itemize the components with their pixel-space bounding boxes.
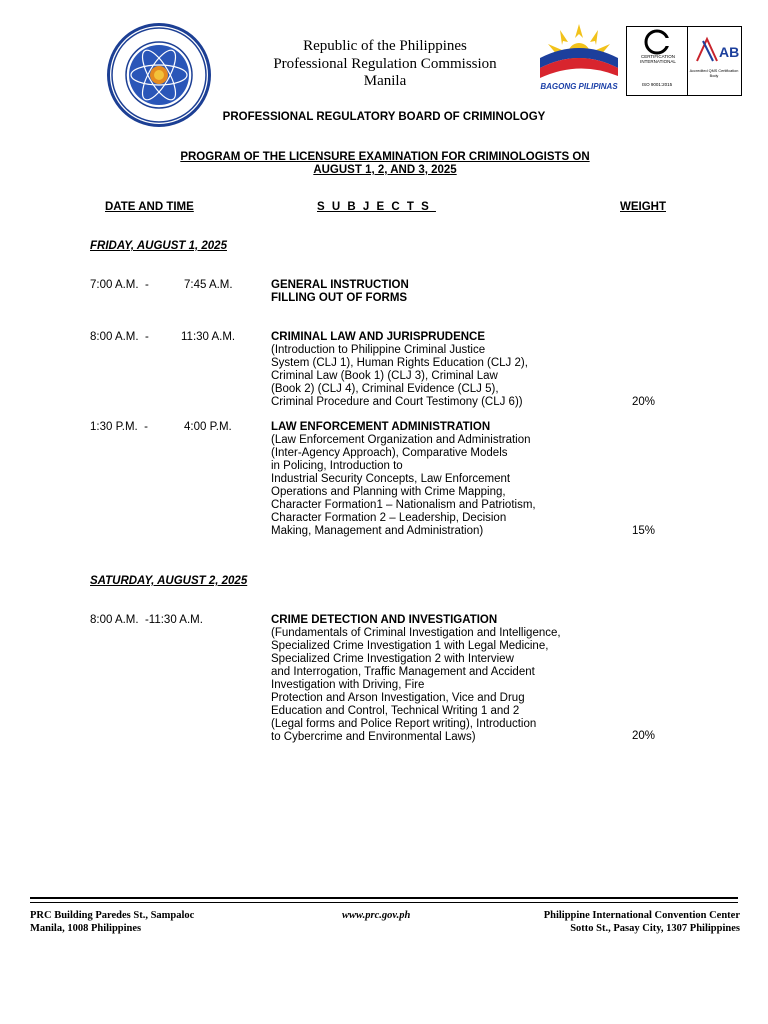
session-detail-line: in Policing, Introduction to [271, 460, 403, 472]
session-detail-line: Criminal Procedure and Court Testimony (CLJ 6)) [271, 396, 523, 408]
session-detail-line: Character Formation 2 – Leadership, Decision [271, 512, 507, 524]
session-detail-line: (Law Enforcement Organization and Administration [271, 434, 531, 446]
program-title [100, 151, 670, 177]
session-title: CRIMINAL LAW AND JURISPRUDENCE [271, 331, 486, 343]
session-detail-line: (Legal forms and Police Report writing), Introduction [271, 718, 537, 730]
session-detail-line: Industrial Security Concepts, Law Enforcement [271, 473, 511, 485]
session-detail-line: Operations and Planning with Crime Mapping, [271, 486, 506, 498]
footer-address-line: Philippine International Convention Center [543, 910, 740, 921]
session-detail-line: System (CLJ 1), Human Rights Education (CLJ 2), [271, 357, 528, 369]
session-title: FILLING OUT OF FORMS [271, 292, 408, 304]
session-time: 8:00 A.M. -11:30 A.M. [90, 614, 203, 626]
session-weight: 15% [632, 525, 656, 537]
footer-rule [30, 902, 738, 903]
session-detail-line: Specialized Crime Investigation 2 with Interview [271, 653, 514, 665]
column-header-date: DATE AND TIME [105, 201, 194, 213]
program-title-line-2: AUGUST 1, 2, AND 3, 2025 [313, 164, 457, 176]
footer-address-left [30, 910, 194, 935]
session-title: LAW ENFORCEMENT ADMINISTRATION [271, 421, 491, 433]
session-subject [271, 421, 631, 538]
session-detail-line: and Interrogation, Traffic Management and Accident [271, 666, 535, 678]
letterhead-line-1: Republic of the Philippines [303, 38, 467, 54]
letterhead-line-3: Manila [363, 73, 407, 89]
certification-iso: ISO 9001:2015 [641, 82, 673, 87]
session-weight: 20% [632, 396, 656, 408]
accreditation-ab: AB [719, 44, 740, 60]
session-weight: 20% [632, 730, 656, 742]
session-detail-line: (Introduction to Philippine Criminal Justice [271, 344, 486, 356]
column-header-subjects: SUBJECTS [317, 201, 436, 213]
session-subject [271, 331, 631, 409]
certification-badge [626, 26, 742, 96]
session-detail-line: (Inter-Agency Approach), Comparative Models [271, 447, 508, 459]
session-detail-line: (Book 2) (CLJ 4), Criminal Evidence (CLJ 5), [271, 383, 499, 395]
session-detail-line: (Fundamentals of Criminal Investigation and Intelligence, [271, 627, 561, 639]
footer-address-right [474, 910, 740, 935]
certification-divider [687, 27, 688, 95]
session-detail-line: Making, Management and Administration) [271, 525, 484, 537]
accreditation-icon [693, 35, 740, 65]
day-heading-saturday: SATURDAY, AUGUST 2, 2025 [90, 575, 248, 587]
session-subject [271, 279, 631, 305]
column-header-weight: WEIGHT [620, 201, 666, 213]
certification-label: CERTIFICATION INTERNATIONAL [640, 54, 676, 64]
session-subject [271, 614, 631, 744]
session-start-time: 7:00 A.M. - [90, 279, 149, 291]
session-detail-line: Protection and Arson Investigation, Vice and Drug [271, 692, 525, 704]
session-detail-line: Specialized Crime Investigation 1 with Legal Medicine, [271, 640, 549, 652]
session-detail-line: Character Formation1 – Nationalism and Patriotism, [271, 499, 536, 511]
session-start-time: 8:00 A.M. - [90, 331, 149, 343]
day-heading-friday: FRIDAY, AUGUST 1, 2025 [90, 240, 227, 252]
session-detail-line: to Cybercrime and Environmental Laws) [271, 731, 476, 743]
session-title: CRIME DETECTION AND INVESTIGATION [271, 614, 498, 626]
session-detail-line: Education and Control, Technical Writing 1 and 2 [271, 705, 520, 717]
footer-address-line: Sotto St., Pasay City, 1307 Philippines [570, 922, 740, 934]
bagong-pilipinas-label: BAGONG PILIPINAS [540, 82, 618, 91]
board-title: PROFESSIONAL REGULATORY BOARD OF CRIMINOLOGY [222, 111, 546, 123]
session-title: GENERAL INSTRUCTION [271, 279, 409, 291]
letterhead [240, 38, 530, 91]
session-end-time: 11:30 A.M. [181, 331, 236, 343]
letterhead-line-2: Professional Regulation Commission [273, 55, 497, 72]
session-detail-line: Investigation with Driving, Fire [271, 679, 425, 691]
footer-address-line: PRC Building Paredes St., Sampaloc [30, 910, 195, 921]
session-detail-line: Criminal Law (Book 1) (CLJ 3), Criminal Law [271, 370, 498, 382]
footer-address-line: Manila, 1008 Philippines [30, 922, 142, 934]
program-title-line-1: PROGRAM OF THE LICENSURE EXAMINATION FOR CRIMINOLOGISTS ON [180, 151, 590, 163]
session-end-time: 4:00 P.M. [184, 421, 232, 433]
footer-rule [30, 897, 738, 899]
session-start-time: 1:30 P.M. - [90, 421, 148, 433]
session-end-time: 7:45 A.M. [184, 279, 233, 291]
accreditation-label: Accredited QMS Certification Body [689, 69, 739, 78]
footer-website-link[interactable]: www.prc.gov.ph [342, 910, 411, 921]
